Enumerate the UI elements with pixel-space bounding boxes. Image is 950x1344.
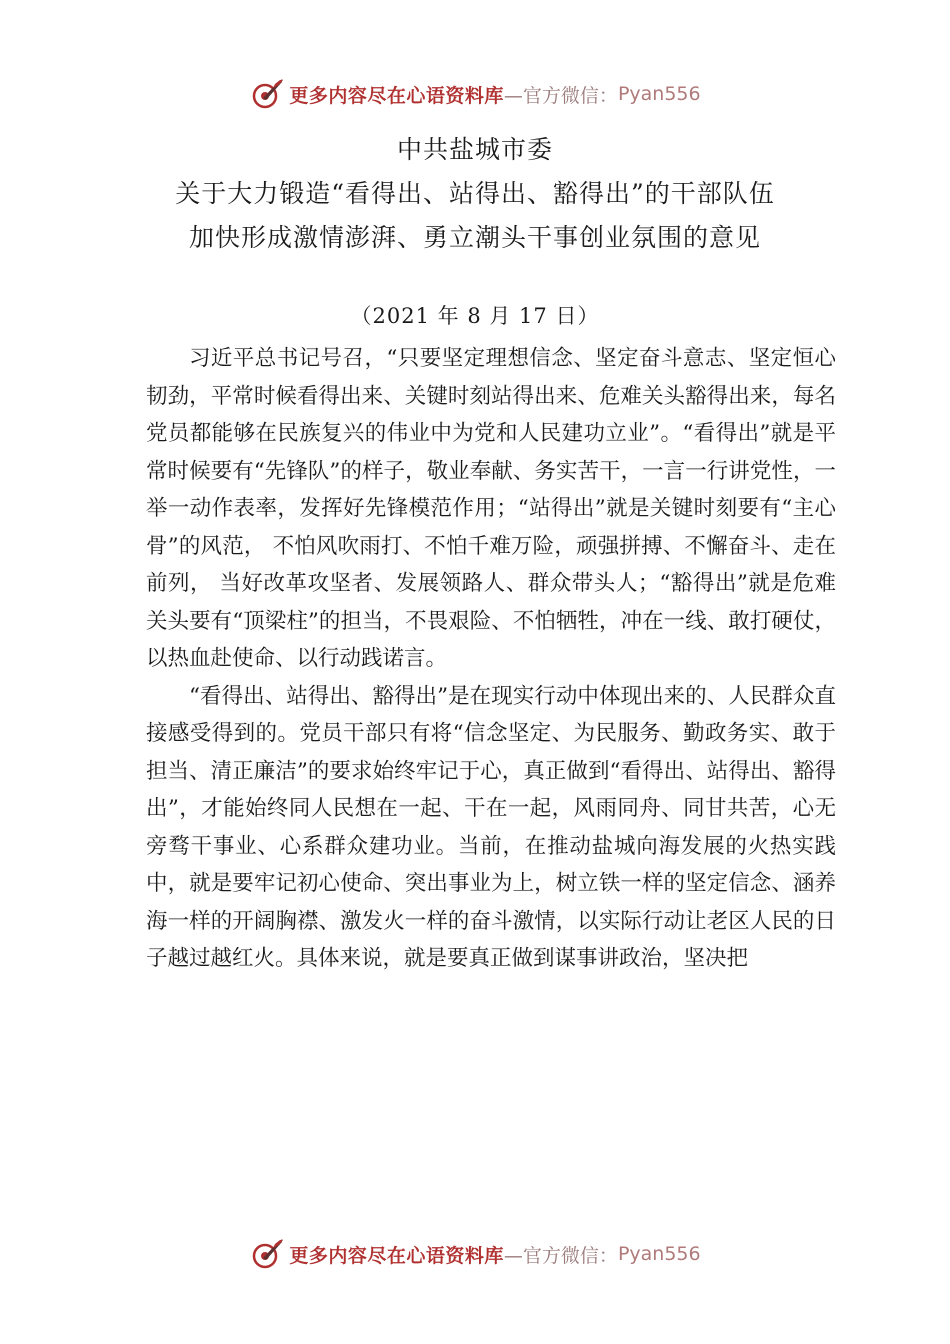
watermark-brand: 更多内容尽在心语资料库 (289, 1244, 504, 1267)
header-watermark (0, 76, 950, 112)
document-body (146, 340, 836, 978)
document-date: （2021 年 8 月 17 日） (350, 304, 600, 328)
footer-watermark (0, 1236, 950, 1272)
watermark-account: Pyan556 (617, 83, 701, 105)
watermark-separator: —官方微信： (503, 1244, 618, 1267)
title-line-issuer: 中共盐城市委 (396, 135, 553, 164)
document-title (0, 128, 950, 260)
paragraph: 习近平总书记号召，“只要坚定理想信念、坚定奋斗意志、坚定恒心韧劲，平常时候看得出来、关键时刻站得出来、危难关头豁得出来，每名党员都能够在民族复兴的伟业中为党和人民建功立业”。“看得出”就是平常时候要有“先锋队”的样子，敬业奉献、务实苦干，一言一行讲党性，一举一动作表率，发挥好先锋模范作用；“站得出”就是关键时刻要有“主心骨”的风范， 不怕风吹雨打、不怕千难万险，顽强拼搏、不懈奋斗、走在前列， 当好改革攻坚者、发展领路人、群众带头人；“豁得出”就是危难关头要有“顶梁柱”的担当，不畏艰险、不怕牺牲，冲在一线、敢打硬仗，以热血赴使命、以行动践诺言。 (146, 346, 836, 671)
paragraph: “看得出、站得出、豁得出”是在现实行动中体现出来的、人民群众直接感受得到的。党员干部只有将“信念坚定、为民服务、勤政务实、敢于担当、清正廉洁”的要求始终牢记于心，真正做到“看得出、站得出、豁得出”，才能始终同人民想在一起、干在一起，风雨同舟、同甘共苦，心无旁骛干事业、心系群众建功业。当前，在推动盐城向海发展的火热实践中，就是要牢记初心使命、突出事业为上，树立铁一样的坚定信念、涵养海一样的开阔胸襟、激发火一样的奋斗激情，以实际行动让老区人民的日子越过越红火。具体来说，就是要真正做到谋事讲政治，坚决把 (146, 683, 836, 971)
quill-circle-icon (249, 1236, 285, 1272)
watermark-brand: 更多内容尽在心语资料库 (289, 84, 504, 107)
watermark-account: Pyan556 (617, 1243, 701, 1265)
watermark-separator: —官方微信： (503, 84, 618, 107)
quill-circle-icon (249, 76, 285, 112)
title-line-sub: 加快形成激情澎湃、勇立潮头干事创业氛围的意见 (188, 223, 761, 252)
title-line-main: 关于大力锻造“看得出、站得出、豁得出”的干部队伍 (175, 179, 775, 208)
